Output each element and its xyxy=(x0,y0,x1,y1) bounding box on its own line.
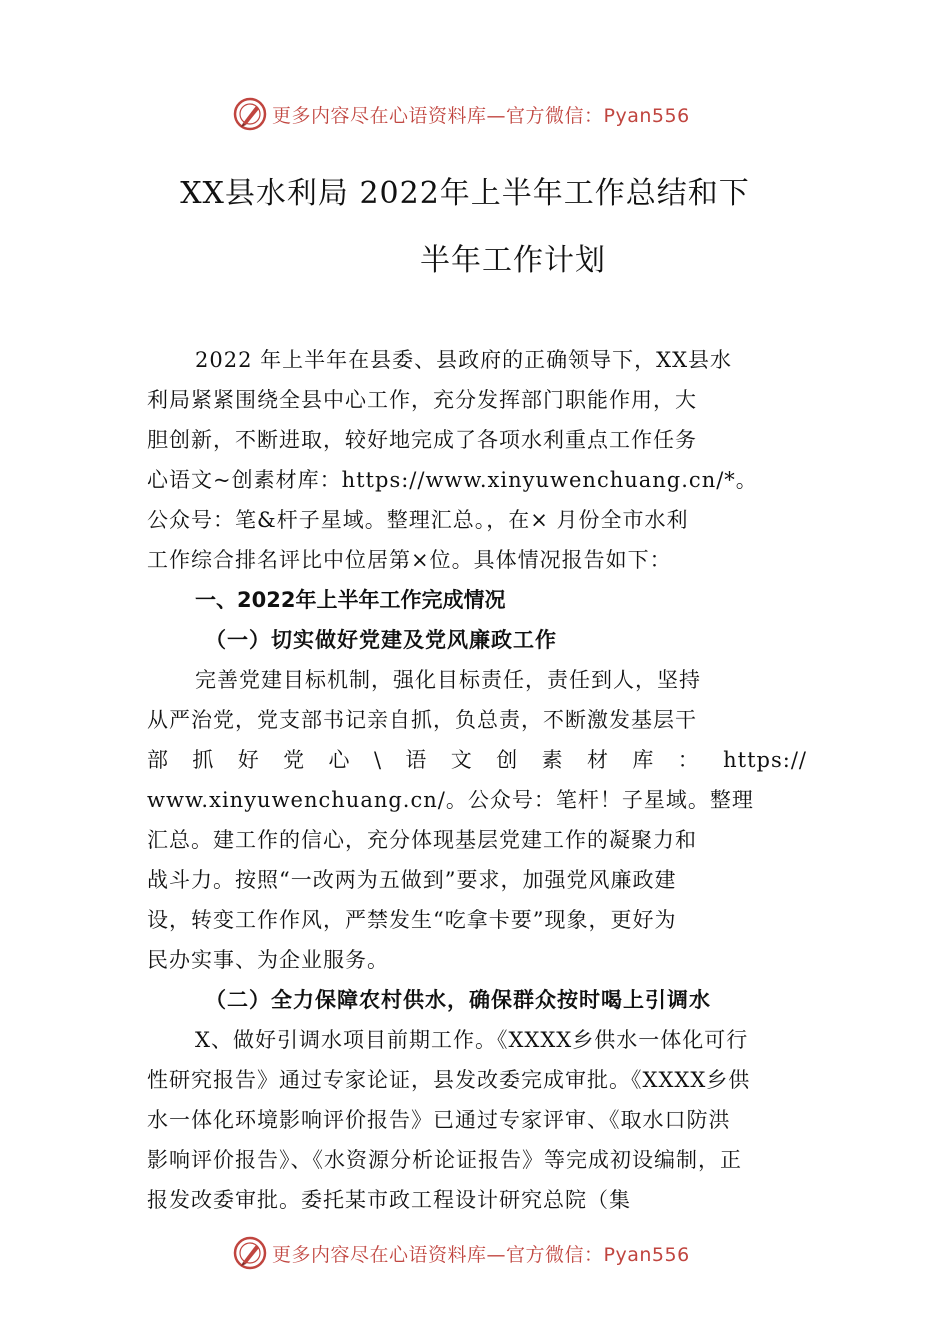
paragraph-line: 完善党建目标机制，强化目标责任，责任到人，坚持 xyxy=(195,668,701,692)
intro-line: 利局紧紧围绕全县中心工作，充分发挥部门职能作用，大 xyxy=(147,388,697,412)
intro-line: 胆创新，不断进取，较好地完成了各项水利重点工作任务 xyxy=(147,428,697,452)
paragraph-line: 民办实事、为企业服务。 xyxy=(147,948,389,972)
paragraph-line: 战斗力。按照“一改两为五做到”要求，加强党风廉政建 xyxy=(147,868,677,892)
section-heading-1: 一、2022年上半年工作完成情况 xyxy=(195,588,506,612)
paragraph-line: X、做好引调水项目前期工作。《XXXX乡供水一体化可行 xyxy=(195,1028,749,1052)
intro-line: 公众号：笔&杆子星域。整理汇总。，在× 月份全市水利 xyxy=(147,508,689,532)
paragraph-line: www.xinyuwenchuang.cn/。公众号：笔杆！子星域。整理 xyxy=(147,788,754,812)
header-watermark-banner xyxy=(232,94,752,134)
paragraph-line: 性研究报告》通过专家论证，县发改委完成审批。《XXXX乡供 xyxy=(147,1068,751,1092)
intro-line: 心语文~创素材库：https://www.xinyuwenchuang.cn/*。 xyxy=(147,468,758,492)
document-body xyxy=(147,340,807,1220)
footer-watermark-banner xyxy=(232,1233,752,1273)
paragraph-line: 影响评价报告》、《水资源分析论证报告》等完成初设编制，正 xyxy=(147,1148,742,1172)
paragraph-line: 报发改委审批。委托某市政工程设计研究总院（集 xyxy=(147,1188,631,1212)
subsection-heading-2: （二）全力保障农村供水，确保群众按时喝上引调水 xyxy=(205,987,711,1012)
paragraph-line: 从严治党，党支部书记亲自抓，负总责，不断激发基层干 xyxy=(147,708,697,732)
intro-line: 工作综合排名评比中位居第×位。具体情况报告如下： xyxy=(147,548,672,572)
paragraph-line: 汇总。建工作的信心，充分体现基层党建工作的凝聚力和 xyxy=(147,828,697,852)
pen-logo-icon xyxy=(232,1235,268,1271)
paragraph-line: 设，转变工作作风，严禁发生“吃拿卡要”现象，更好为 xyxy=(147,908,677,932)
document-title-line-1: XX县水利局 2022年上半年工作总结和下 xyxy=(180,176,750,211)
paragraph-line: 部抓好党心\语文创素材库：https:// xyxy=(147,748,807,772)
banner-text: 更多内容尽在心语资料库—官方微信：Pyan556 xyxy=(272,1243,690,1266)
subsection-heading-1: （一）切实做好党建及党风廉政工作 xyxy=(205,627,557,652)
pen-logo-icon xyxy=(232,96,268,132)
document-title-line-2: 半年工作计划 xyxy=(420,243,606,278)
paragraph-line: 水一体化环境影响评价报告》已通过专家评审、《取水口防洪 xyxy=(147,1108,731,1132)
intro-line: 2022 年上半年在县委、县政府的正确领导下，XX县水 xyxy=(195,348,733,372)
banner-text: 更多内容尽在心语资料库—官方微信：Pyan556 xyxy=(272,104,690,127)
